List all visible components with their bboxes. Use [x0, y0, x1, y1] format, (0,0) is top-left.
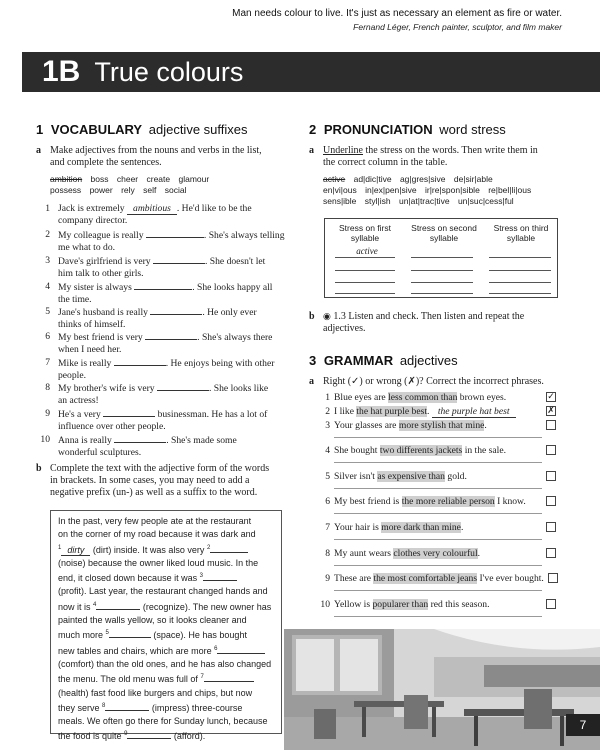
answer-blank[interactable] — [217, 645, 265, 654]
header-quote — [232, 8, 562, 32]
gap-number: 5 — [105, 630, 109, 637]
pron-a-instruction — [323, 145, 538, 169]
item-number: 8 — [325, 548, 330, 559]
instruction-line: Make adjectives from the nouns and verbs in the list, — [50, 145, 262, 156]
instruction-text: the stress on the words. Then write them in — [365, 145, 538, 156]
passage-line: (health) fast food like burgers and chips, but now — [58, 687, 253, 698]
instruction-line: and complete the sentences. — [50, 157, 162, 168]
gap-number: 7 — [200, 674, 204, 681]
list-item — [38, 434, 288, 458]
highlight-phrase: two differents jackets — [379, 445, 463, 456]
gap-number: 9 — [124, 731, 128, 738]
word: boss — [90, 174, 109, 184]
unit-title: True colours — [94, 56, 244, 87]
passage-line — [58, 627, 274, 642]
vocab-a-instruction — [50, 145, 262, 169]
section-grammar-heading — [309, 353, 458, 368]
highlight-phrase: more stylish that mine — [398, 420, 485, 431]
word: self — [143, 185, 157, 195]
item-number: 7 — [45, 357, 50, 368]
word: un|at|trac|tive — [398, 196, 450, 206]
item-number: 1 — [325, 392, 330, 403]
passage-text: (impress) three-course — [151, 702, 243, 713]
list-item — [38, 331, 288, 355]
correction-example: the purple hat best — [432, 406, 516, 418]
exercise-label: a — [309, 145, 314, 156]
word: create — [146, 174, 171, 184]
item-number: 10 — [320, 599, 330, 610]
item-number: 10 — [40, 434, 50, 445]
word: ad|dic|tive — [353, 174, 392, 184]
item-number: 5 — [45, 306, 50, 317]
word: active — [323, 174, 346, 184]
answer-blank[interactable] — [109, 629, 151, 638]
list-item — [38, 203, 288, 227]
answer-checkbox[interactable] — [546, 599, 556, 609]
unit-banner — [22, 52, 600, 92]
item-text: Dave's girlfriend is very — [58, 256, 151, 267]
item-text: Blue eyes are — [334, 392, 386, 403]
table-line[interactable] — [489, 293, 551, 294]
answer-line[interactable] — [334, 616, 542, 617]
item-number: 9 — [325, 573, 330, 584]
pronunciation-word-box — [323, 174, 537, 207]
item-number: 2 — [45, 229, 50, 240]
highlight-phrase: more dark than mine — [381, 522, 461, 533]
table-line[interactable] — [335, 293, 395, 294]
passage-line — [58, 542, 274, 557]
section-pronunciation-heading — [309, 122, 506, 137]
list-item — [320, 573, 544, 585]
audio-track: 1.3 — [333, 311, 346, 322]
word: social — [164, 185, 187, 195]
list-item — [320, 420, 540, 432]
answer-blank[interactable] — [145, 331, 197, 340]
gap-number: 6 — [214, 645, 218, 652]
passage-line — [58, 700, 274, 715]
exercise-label: a — [309, 376, 314, 387]
passage-line — [58, 728, 274, 743]
passage-text: the menu. The old menu was full of — [58, 674, 198, 685]
word: ag|gres|sive — [399, 174, 446, 184]
exercise-label: b — [309, 311, 315, 322]
table-header: Stress on first syllable — [339, 223, 391, 243]
word: styl|ish — [364, 196, 391, 206]
instruction-line: adjectives. — [323, 323, 366, 334]
passage-line: (noise) because the owner liked loud music. In the — [58, 557, 259, 568]
section-subtitle: adjective suffixes — [148, 122, 248, 137]
instruction-line: in brackets. In some cases, you may need to add a — [50, 475, 250, 486]
answer-checkbox[interactable] — [546, 522, 556, 532]
answer-line[interactable] — [334, 539, 542, 540]
table-line[interactable] — [335, 270, 395, 271]
passage-text: they serve — [58, 702, 100, 713]
item-text: My best friend is very — [58, 332, 143, 343]
item-text: Yellow is — [334, 599, 371, 610]
item-text: . — [460, 522, 464, 533]
answer-line[interactable] — [334, 437, 542, 438]
passage-text: new tables and chairs, which are more — [58, 645, 212, 656]
instruction-line: Complete the text with the adjective form of the words — [50, 463, 270, 474]
section-title: VOCABULARY — [50, 122, 143, 137]
item-text: My aunt wears — [334, 548, 392, 559]
passage-line — [58, 643, 274, 658]
item-text: . She's always telling — [203, 230, 285, 241]
passage-line: (comfort) than the old ones, and he has also changed — [58, 658, 272, 669]
item-text: an actress! — [58, 394, 99, 406]
item-text: . She's made some — [166, 435, 237, 446]
item-text: brown eyes. — [459, 392, 507, 403]
list-item — [320, 445, 540, 457]
word: ir|re|spon|sible — [424, 185, 480, 195]
word: de|sir|able — [453, 174, 493, 184]
word: in|ex|pen|sive — [365, 185, 417, 195]
answer-checkbox[interactable] — [546, 548, 556, 558]
answer-blank[interactable] — [127, 730, 171, 739]
item-text: Your glasses are — [334, 420, 397, 431]
word: cheer — [116, 174, 139, 184]
item-text: wonderful sculptures. — [58, 446, 142, 458]
item-text: My colleague is really — [58, 230, 144, 241]
answer-blank[interactable] — [146, 229, 204, 238]
item-text: . — [477, 548, 481, 559]
item-text: gold. — [447, 471, 467, 482]
pron-b-instruction — [323, 311, 524, 335]
word: rely — [121, 185, 135, 195]
passage-text: end, it closed down because it was — [58, 573, 198, 584]
passage-line: In the past, very few people ate at the restaurant — [58, 516, 252, 526]
item-text: thinks of himself. — [58, 318, 126, 330]
item-text: Jack is extremely — [58, 203, 125, 214]
list-item — [38, 229, 288, 253]
instruction-line: the correct column in the table. — [323, 157, 448, 168]
section-vocabulary-heading — [36, 122, 248, 137]
highlight-phrase: less common than — [388, 392, 458, 403]
reading-passage-box — [50, 510, 282, 742]
section-subtitle: word stress — [439, 122, 506, 137]
item-text: people. — [58, 369, 86, 381]
list-item — [38, 382, 288, 406]
highlight-phrase: popularer than — [372, 599, 429, 610]
gap-number: 3 — [199, 573, 203, 580]
page-number: 7 — [566, 714, 600, 736]
gap-number: 8 — [102, 702, 106, 709]
item-text: red this season. — [430, 599, 490, 610]
item-text: My best friend is — [334, 496, 400, 507]
item-number: 9 — [45, 408, 50, 419]
answer-blank[interactable] — [203, 572, 237, 581]
item-number: 6 — [325, 496, 330, 507]
item-number: 8 — [45, 382, 50, 393]
item-text: My brother's wife is very — [58, 383, 155, 394]
item-text: Jane's husband is really — [58, 307, 148, 318]
item-number: 2 — [325, 406, 330, 417]
highlight-phrase: the hat purple best — [356, 406, 427, 417]
instruction-text: Listen and check. Then listen and repeat the — [348, 311, 525, 322]
list-item — [38, 306, 288, 330]
passage-line: on the corner of my road because it was dark and — [58, 529, 256, 540]
gap-number: 2 — [206, 544, 211, 551]
exercise-label: b — [36, 463, 42, 474]
answer-blank[interactable] — [96, 601, 140, 610]
answer-line[interactable] — [334, 590, 542, 591]
list-item — [320, 471, 540, 483]
answer-blank[interactable] — [157, 382, 209, 391]
answer-checkbox[interactable] — [546, 496, 556, 506]
item-text: him talk to other girls. — [58, 267, 144, 279]
passage-line — [58, 570, 274, 585]
section-title: PRONUNCIATION — [323, 122, 433, 137]
item-text: Your hair is — [334, 522, 379, 533]
answer-line[interactable] — [334, 462, 542, 463]
quote-text: Man needs colour to live. It's just as necessary an element as fire or water. — [232, 8, 562, 19]
instruction-line: negative prefix (un-) as well as a suffix to the word. — [50, 487, 258, 498]
audio-icon[interactable]: ◉ — [323, 312, 331, 322]
word: un|suc|cess|ful — [457, 196, 514, 206]
passage-text: the food is quite — [58, 731, 122, 742]
passage-text: (recognize). The new owner has — [142, 601, 272, 612]
gap-number: 1 — [58, 544, 62, 551]
item-number: 4 — [325, 445, 330, 456]
quote-author: Fernand Léger, French painter, sculptor, and film maker — [353, 22, 562, 32]
answer-blank[interactable] — [114, 434, 166, 443]
grammar-a-instruction: Right (✓) or wrong (✗)? Correct the incorrect phrases. — [323, 376, 544, 387]
item-text: Anna is really — [58, 435, 112, 446]
table-line[interactable] — [411, 270, 473, 271]
item-text: Silver isn't — [334, 471, 375, 482]
answer-example: dirty — [61, 545, 90, 556]
table-line[interactable] — [411, 293, 473, 294]
item-number: 3 — [45, 255, 50, 266]
answer-checkbox[interactable]: ✓ — [547, 392, 555, 402]
item-text: I like — [334, 406, 354, 417]
passage-text: (afford). — [173, 731, 206, 742]
item-text: . — [427, 406, 430, 417]
passage-text: (dirt) inside. It was also very — [92, 544, 205, 555]
word: sens|ible — [323, 196, 357, 206]
answer-blank[interactable] — [103, 408, 155, 417]
item-text: . She doesn't let — [204, 256, 266, 267]
table-example: active — [356, 246, 378, 256]
answer-line[interactable] — [334, 513, 542, 514]
list-item — [38, 255, 288, 279]
gap-number: 4 — [93, 601, 97, 608]
highlight-phrase: as expensive than — [377, 471, 445, 482]
item-text: These are — [334, 573, 372, 584]
item-text: . He'd like to be the — [176, 203, 252, 214]
word: glamour — [178, 174, 210, 184]
item-text: when I need her. — [58, 343, 122, 355]
answer-checkbox[interactable] — [548, 573, 558, 583]
list-item — [320, 599, 540, 611]
highlight-phrase: the most comfortable jeans — [373, 573, 478, 584]
passage-line — [58, 599, 274, 614]
answer-blank[interactable] — [204, 673, 254, 682]
answer-checkbox[interactable] — [546, 471, 556, 481]
highlight-phrase: clothes very colourful — [393, 548, 478, 559]
answer-line[interactable] — [334, 488, 542, 489]
item-text: the time. — [58, 293, 92, 305]
unit-number: 1B — [42, 55, 81, 88]
item-text: Mike is really — [58, 358, 112, 369]
item-text: in the sale. — [464, 445, 506, 456]
item-text: . She's always there — [197, 332, 273, 343]
passage-text: much more — [58, 630, 104, 641]
item-text: I've ever bought. — [479, 573, 544, 584]
item-text: me what to do. — [58, 241, 116, 253]
item-number: 6 — [45, 331, 50, 342]
section-number: 2 — [309, 122, 317, 137]
table-line — [411, 257, 473, 258]
passage-text: now it is — [58, 601, 91, 612]
list-item — [320, 496, 540, 508]
word: ambition — [50, 174, 83, 184]
answer-blank[interactable] — [210, 544, 248, 553]
table-line — [489, 257, 551, 258]
item-number: 3 — [325, 420, 330, 431]
item-text: company director. — [58, 214, 128, 226]
item-text: He's a very — [58, 409, 101, 420]
answer-blank[interactable] — [134, 281, 192, 290]
restaurant-illustration — [284, 629, 600, 750]
stress-table — [324, 218, 558, 298]
list-item — [38, 408, 288, 432]
word: power — [89, 185, 113, 195]
item-text: businessman. He has a lot of — [157, 409, 268, 420]
list-item — [320, 406, 540, 418]
passage-line — [58, 671, 274, 686]
item-text: influence over other people. — [58, 420, 166, 432]
item-number: 1 — [45, 203, 50, 214]
item-text: I know. — [497, 496, 526, 507]
item-text: . He enjoys being with other — [165, 358, 275, 369]
item-number: 4 — [45, 281, 50, 292]
passage-line: (profit). Last year, the restaurant changed hands and — [58, 586, 268, 597]
item-text: She bought — [334, 445, 378, 456]
item-number: 5 — [325, 471, 330, 482]
table-header: Stress on second syllable — [411, 223, 477, 243]
item-text: . She looks like — [209, 383, 269, 394]
item-text: My sister is always — [58, 282, 132, 293]
list-item — [320, 392, 540, 404]
item-number: 7 — [325, 522, 330, 533]
answer-blank[interactable] — [105, 702, 149, 711]
table-line[interactable] — [489, 270, 551, 271]
passage-text: (space). He has bought — [153, 630, 247, 641]
word-box — [50, 174, 215, 196]
answer-checkbox[interactable] — [546, 445, 556, 455]
highlight-phrase: the more reliable person — [401, 496, 495, 507]
restaurant-photo — [284, 629, 600, 750]
section-number: 3 — [309, 353, 317, 368]
item-text: . — [484, 420, 487, 431]
answer-blank[interactable] — [114, 357, 166, 366]
word: possess — [50, 185, 82, 195]
instruction-text: Underline — [323, 145, 363, 156]
word: re|bel|li|ous — [488, 185, 532, 195]
table-line[interactable] — [411, 282, 473, 283]
table-line[interactable] — [489, 282, 551, 283]
answer-line[interactable] — [334, 565, 542, 566]
answer-checkbox[interactable]: ✗ — [547, 406, 555, 416]
answer-blank[interactable] — [150, 306, 202, 315]
section-number: 1 — [36, 122, 44, 137]
list-item — [38, 357, 288, 381]
section-title: GRAMMAR — [323, 353, 394, 368]
section-subtitle: adjectives — [399, 353, 458, 368]
item-text: . He only ever — [202, 307, 257, 318]
item-text: . She looks happy all — [192, 282, 273, 293]
passage-line: meals. We often go there for Sunday lunch, because — [58, 716, 268, 727]
answer-example: ambitious — [127, 203, 177, 215]
table-line — [335, 257, 395, 258]
passage-line: painted the walls yellow, so it looks cleaner and — [58, 615, 247, 626]
vocab-b-instruction — [50, 463, 269, 499]
list-item — [320, 522, 540, 534]
answer-checkbox[interactable] — [546, 420, 556, 430]
list-item — [38, 281, 288, 305]
list-item — [320, 548, 540, 560]
table-header: Stress on third syllable — [493, 223, 549, 243]
answer-blank[interactable] — [153, 255, 205, 264]
table-line[interactable] — [335, 282, 395, 283]
exercise-label: a — [36, 145, 41, 156]
word: en|vi|ous — [323, 185, 357, 195]
